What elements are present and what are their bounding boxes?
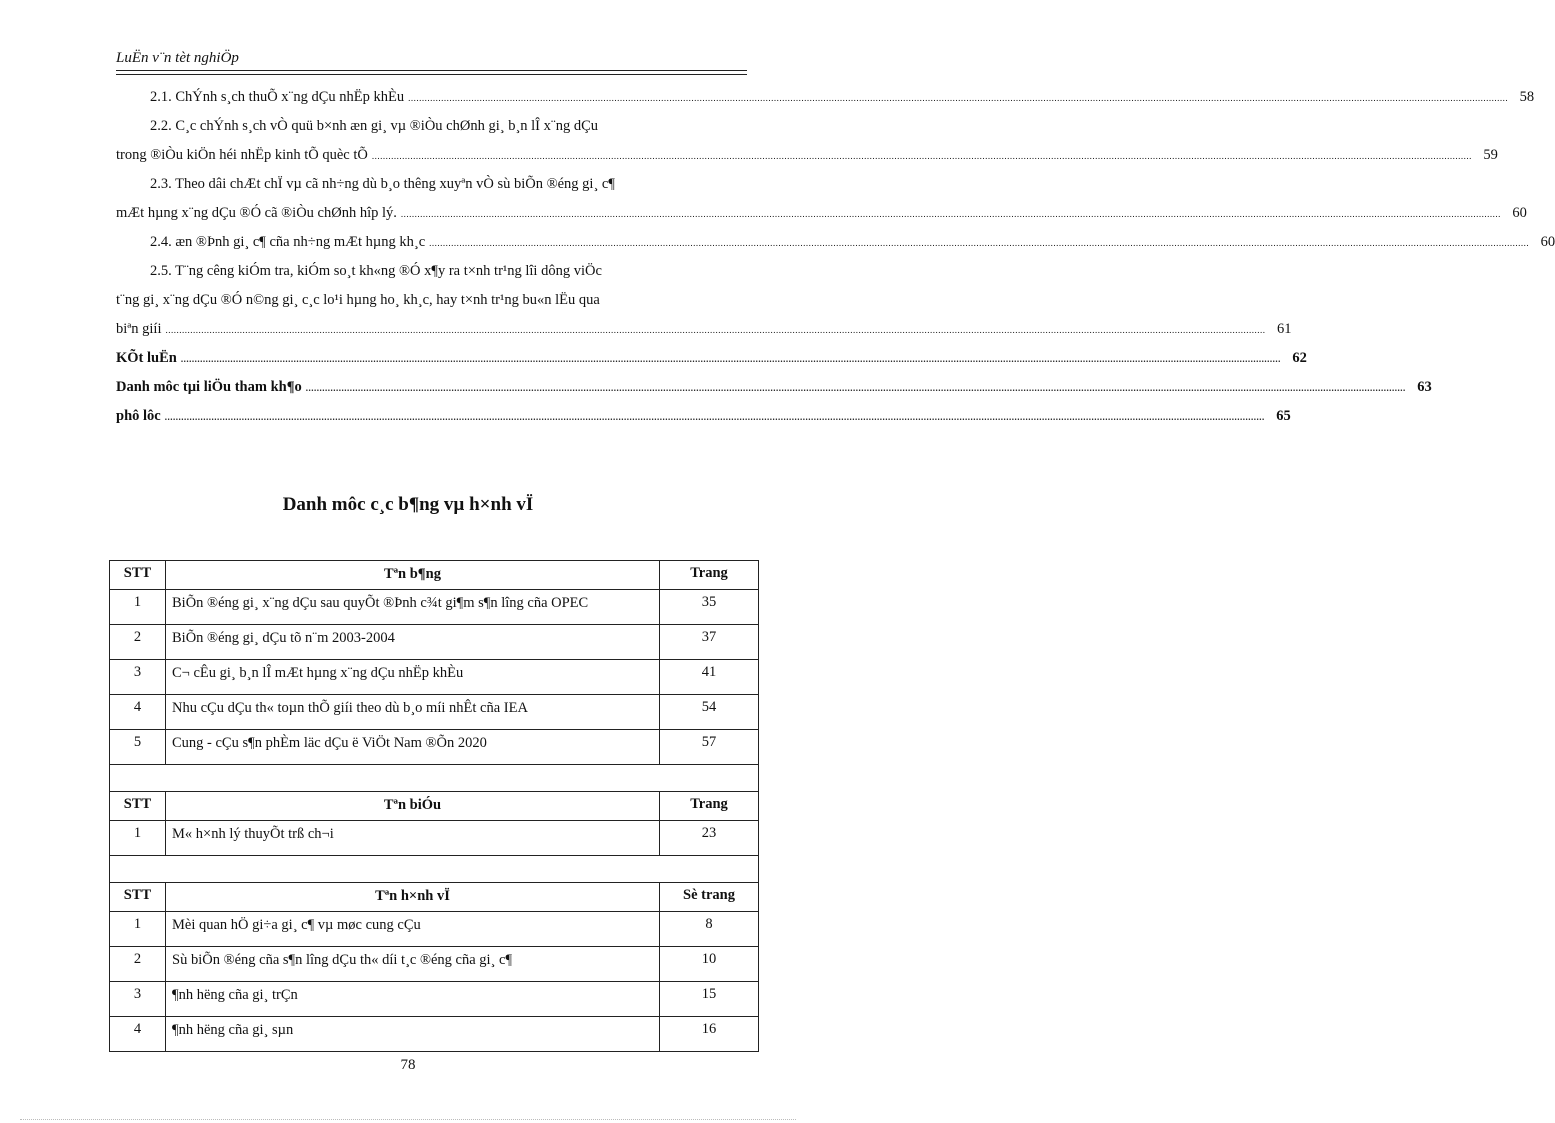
table-row <box>110 660 759 695</box>
row-title: Cung - cÇu s¶n phÈm läc dÇu ë ViÖt Nam ®Õn 2020 <box>166 730 660 765</box>
row-page: 8 <box>660 912 759 947</box>
column-header: Trang <box>660 561 759 590</box>
row-number: 2 <box>110 947 166 982</box>
running-header: LuËn v¨n tèt nghiÖp <box>116 50 239 66</box>
toc-entry-line: 2.3. Theo dâi chÆt chÏ vµ cã nh÷ng dù b¸o thêng xuyªn vÒ sù biÕn ®éng gi¸ c¶ <box>150 176 615 192</box>
row-page: 10 <box>660 947 759 982</box>
row-title: BiÕn ®éng gi¸ x¨ng dÇu sau quyÕt ®Þnh c¾t gi¶m s¶n lîng cña OPEC <box>166 590 660 625</box>
toc-entry-page: 59 <box>1483 147 1498 163</box>
header-rule-bottom <box>116 74 747 75</box>
toc-entry <box>116 408 1291 437</box>
footer-rule <box>20 1119 796 1120</box>
toc-leader-dots: ................................................................................................................................................................................................................................................................................................................................................................................................................ <box>429 238 1530 248</box>
toc-entry <box>116 118 1498 176</box>
row-number: 5 <box>110 730 166 765</box>
table-row <box>110 590 759 625</box>
toc-entry-title: biªn giíi <box>116 321 162 337</box>
row-page: 15 <box>660 982 759 1017</box>
toc-entry-title: trong ®iÒu kiÖn héi nhËp kinh tÕ quèc tÕ <box>116 147 368 163</box>
toc-leader-dots: ................................................................................................................................................................................................................................................................................................................................................................................................................ <box>165 325 1266 335</box>
toc-entry-title: phô lôc <box>116 408 161 424</box>
table-row <box>110 982 759 1017</box>
toc-leader-dots: ................................................................................................................................................................................................................................................................................................................................................................................................................ <box>180 354 1281 364</box>
table-row <box>110 912 759 947</box>
row-number: 4 <box>110 695 166 730</box>
table-header-row <box>110 561 759 590</box>
row-page: 35 <box>660 590 759 625</box>
column-header: Sè trang <box>660 883 759 912</box>
column-header: Trang <box>660 792 759 821</box>
table-row <box>110 947 759 982</box>
toc-entry-page: 63 <box>1417 379 1432 395</box>
row-number: 3 <box>110 982 166 1017</box>
row-number: 1 <box>110 821 166 856</box>
toc-entry <box>116 350 1307 379</box>
toc-entry-title: Danh môc tµi liÖu tham kh¶o <box>116 379 302 395</box>
toc-entry-page: 65 <box>1276 408 1291 424</box>
table-row <box>110 625 759 660</box>
toc-entry-page: 60 <box>1540 234 1555 250</box>
row-page: 54 <box>660 695 759 730</box>
toc-entry-page: 61 <box>1277 321 1292 337</box>
row-title: ¶nh hëng cña gi¸ trÇn <box>166 982 660 1017</box>
toc-entry <box>116 263 1292 350</box>
table-of-contents <box>116 89 1555 437</box>
table-row <box>110 730 759 765</box>
toc-entry-line: t¨ng gi¸ x¨ng dÇu ®Ó n©ng gi¸ c¸c lo¹i hµng ho¸ kh¸c, hay t×nh tr¹ng bu«n lËu qua <box>116 292 600 308</box>
toc-entry-page: 58 <box>1519 89 1535 105</box>
row-page: 41 <box>660 660 759 695</box>
table-row <box>110 1017 759 1052</box>
toc-entry-line: 2.2. C¸c chÝnh s¸ch vÒ quü b×nh æn gi¸ vµ ®iÒu chØnh gi¸ b¸n lÎ x¨ng dÇu <box>150 118 598 134</box>
table-header-row <box>110 883 759 912</box>
column-header: STT <box>110 883 166 912</box>
column-header: STT <box>110 561 166 590</box>
figures-tables-list <box>109 560 759 1052</box>
toc-entry-page: 60 <box>1512 205 1527 221</box>
toc-entry-last-line <box>116 321 1292 350</box>
toc-entry-page: 62 <box>1292 350 1307 366</box>
table-row <box>110 821 759 856</box>
table-separator-row <box>110 765 759 792</box>
toc-entry-line: 2.5. T¨ng cêng kiÓm tra, kiÓm so¸t kh«ng ®Ó x¶y ra t×nh tr¹ng lîi dông viÖc <box>150 263 602 279</box>
row-title: M« h×nh lý thuyÕt trß ch¬i <box>166 821 660 856</box>
row-title: Sù biÕn ®éng cña s¶n lîng dÇu th« díi t¸c ®éng cña gi¸ c¶ <box>166 947 660 982</box>
row-page: 37 <box>660 625 759 660</box>
row-number: 1 <box>110 912 166 947</box>
row-page: 16 <box>660 1017 759 1052</box>
row-title: Mèi quan hÖ gi÷a gi¸ c¶ vµ møc cung cÇu <box>166 912 660 947</box>
toc-leader-dots: ................................................................................................................................................................................................................................................................................................................................................................................................................ <box>408 93 1509 103</box>
toc-leader-dots: ................................................................................................................................................................................................................................................................................................................................................................................................................ <box>305 383 1406 393</box>
row-number: 4 <box>110 1017 166 1052</box>
toc-leader-dots: ................................................................................................................................................................................................................................................................................................................................................................................................................ <box>164 412 1265 422</box>
toc-entry <box>116 89 1535 118</box>
toc-entry-title: 2.1. ChÝnh s¸ch thuÕ x¨ng dÇu nhËp khÈu <box>150 89 405 105</box>
row-title: C¬ cÊu gi¸ b¸n lÎ mÆt hµng x¨ng dÇu nhËp khÈu <box>166 660 660 695</box>
toc-entry-last-line <box>116 205 1527 234</box>
column-header: Tªn h×nh vÏ <box>166 883 660 912</box>
page-number: 78 <box>400 1057 416 1073</box>
toc-leader-dots: ................................................................................................................................................................................................................................................................................................................................................................................................................ <box>371 151 1472 161</box>
header-rule-top <box>116 70 747 71</box>
column-header: Tªn b¶ng <box>166 561 660 590</box>
column-header: STT <box>110 792 166 821</box>
table-header-row <box>110 792 759 821</box>
section-title: Danh môc c¸c b¶ng vµ h×nh vÏ <box>282 494 534 515</box>
row-number: 1 <box>110 590 166 625</box>
row-number: 2 <box>110 625 166 660</box>
row-title: Nhu cÇu dÇu th« toµn thÕ giíi theo dù b¸o míi nhÊt cña IEA <box>166 695 660 730</box>
row-page: 23 <box>660 821 759 856</box>
row-number: 3 <box>110 660 166 695</box>
toc-leader-dots: ................................................................................................................................................................................................................................................................................................................................................................................................................ <box>400 209 1501 219</box>
toc-entry <box>116 176 1527 234</box>
table-row <box>110 695 759 730</box>
column-header: Tªn biÓu <box>166 792 660 821</box>
row-title: ¶nh hëng cña gi¸ sµn <box>166 1017 660 1052</box>
toc-entry <box>116 234 1555 263</box>
toc-entry <box>116 379 1432 408</box>
toc-entry-title: 2.4. æn ®Þnh gi¸ c¶ cña nh÷ng mÆt hµng kh¸c <box>150 234 426 250</box>
table-separator-row <box>110 856 759 883</box>
row-page: 57 <box>660 730 759 765</box>
toc-entry-last-line <box>116 147 1498 176</box>
row-title: BiÕn ®éng gi¸ dÇu tõ n¨m 2003-2004 <box>166 625 660 660</box>
toc-entry-title: KÕt luËn <box>116 350 177 366</box>
toc-entry-title: mÆt hµng x¨ng dÇu ®Ó cã ®iÒu chØnh hîp lý. <box>116 205 397 221</box>
